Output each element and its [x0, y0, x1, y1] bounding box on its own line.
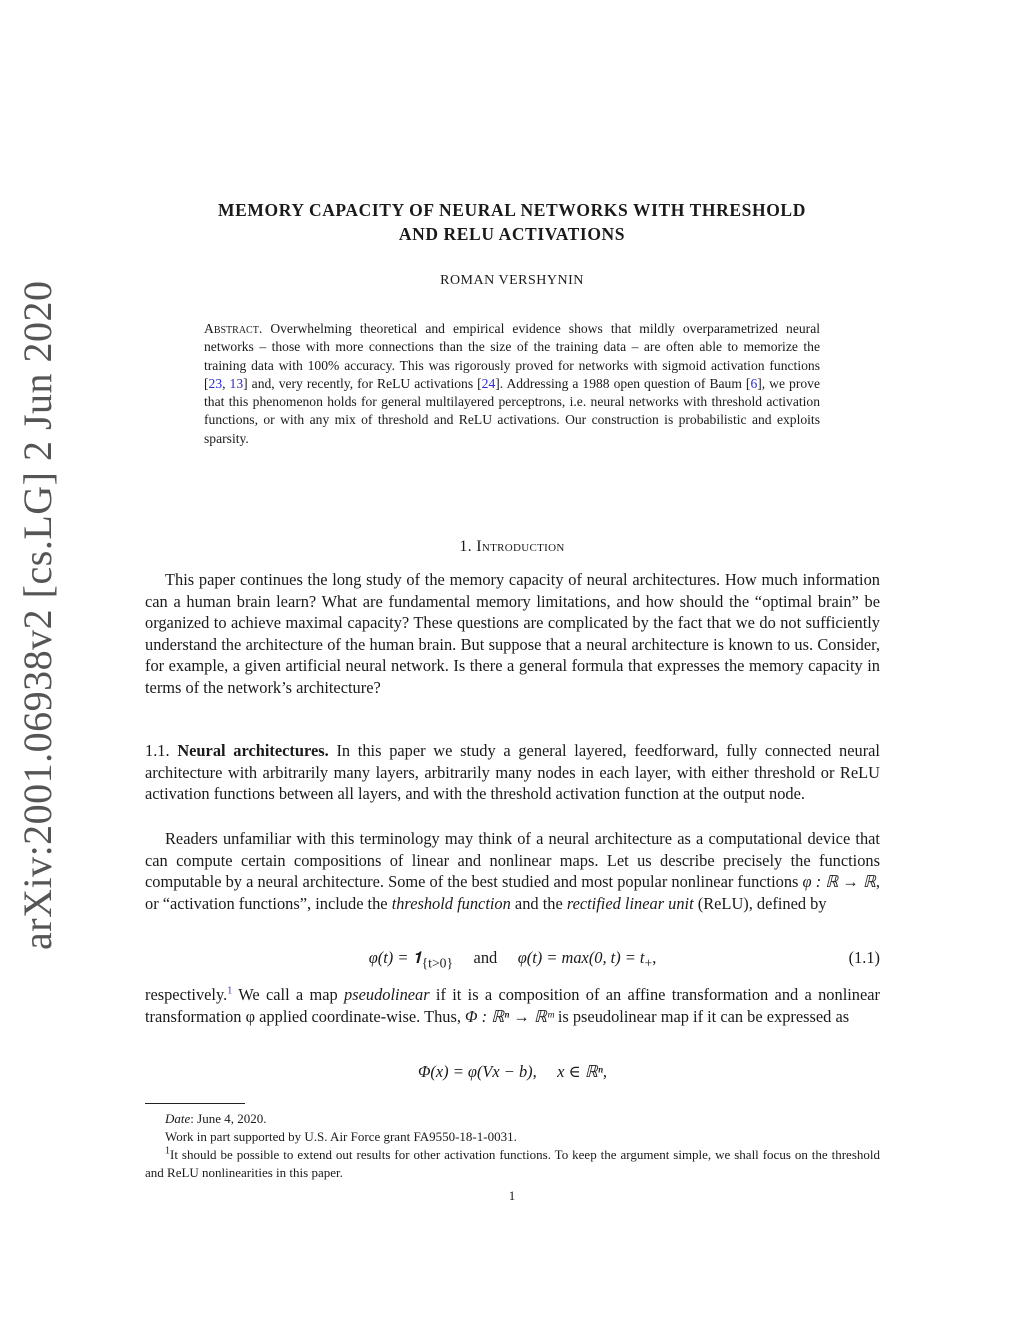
page-number: 1: [508, 1188, 516, 1203]
citation-link-6[interactable]: 6: [750, 375, 758, 391]
equation-relu-body: φ(t) = max(0, t) = t: [517, 948, 645, 967]
subsection-text: In this paper we study a general layered, feedforward, fully connected neural architecture with arbitrarily many layers, arbitrarily many nodes in each layer, with either threshold or ReLU activation functions between all layers, and with the threshold activation function at the output node.: [145, 741, 880, 804]
arxiv-identifier-stamp[interactable]: arXiv:2001.06938v2 [cs.LG] 2 Jun 2020: [15, 280, 60, 950]
abstract-text-b: ] and, very recently, for ReLU activations [: [243, 375, 482, 391]
subsection-number: 1.1.: [145, 741, 170, 760]
abstract-sep-a: ,: [222, 375, 230, 391]
footnote-support: Work in part supported by U.S. Air Force grant FA9550-18-1-0031.: [165, 1129, 517, 1144]
term-pseudolinear: pseudolinear: [344, 985, 430, 1004]
readers-text-c: and the: [510, 893, 567, 913]
readers-math-a: φ : ℝ → ℝ: [802, 872, 876, 892]
equation-connector: and: [473, 948, 498, 967]
readers-text-d: (ReLU), defined by: [693, 893, 827, 913]
footnote-1-text: It should be possible to extend out results for other activation functions. To keep the argument simple, we shall focus on the threshold and ReLU nonlinearities in this paper.: [145, 1147, 880, 1180]
section-number: 1.: [459, 538, 472, 555]
resp-text-c: if it is a composition of an affine transformation and a nonlinear transformation φ applied coordinate-wise. Thus,: [145, 985, 880, 1026]
abstract-text-c: ]. Addressing a 1988 open question of Baum [: [495, 375, 751, 391]
abstract-label: Abstract.: [204, 321, 263, 336]
section-heading-introduction: [140, 538, 884, 556]
abstract-text-a: Overwhelming theoretical and empirical evidence shows that mildly overparametrized neural networks – those with more connections than the size of the training data – are often able to memorize the training data with 100% accuracy. This was rigorously proved for networks with sigmoid activation functions [: [204, 321, 820, 391]
footnote-date-value: : June 4, 2020.: [190, 1111, 267, 1126]
citation-link-24[interactable]: 24: [481, 375, 496, 391]
term-threshold-function: threshold function: [391, 893, 511, 913]
title-line-1: MEMORY CAPACITY OF NEURAL NETWORKS WITH THRESHOLD: [218, 200, 806, 220]
abstract: [204, 320, 820, 448]
equation-pseudolinear-body: Φ(x) = φ(Vx − b), x ∈ ℝⁿ,: [417, 1062, 608, 1081]
readers-text-a: Readers unfamiliar with this terminology may think of a neural architecture as a computational device that can compute certain compositions of linear and nonlinear maps. Let us describe precisely the functions computable by a neural architecture. Some of the best studied and most popular nonlinear functions: [145, 829, 880, 892]
citation-link-23[interactable]: 23: [208, 375, 223, 391]
author-name: ROMAN VERSHYNIN: [440, 273, 584, 288]
section-title: Introduction: [476, 538, 565, 555]
subsection-title: Neural architectures.: [177, 741, 329, 760]
citation-link-13[interactable]: 13: [229, 375, 244, 391]
resp-text-d: is pseudolinear map if it can be expressed as: [553, 1006, 850, 1026]
equation-pseudolinear-map: [145, 1062, 880, 1082]
abstract-text-d: ], we prove that this phenomenon holds for general multilayered perceptrons, i.e. neural networks with threshold activation functions, or with any mix of threshold and ReLU activations. Our construction is probabilistic and exploits sparsity.: [204, 375, 820, 446]
paper-title: [140, 198, 884, 246]
equation-threshold-subscript: {t>0}: [421, 955, 454, 971]
readers-paragraph: [145, 828, 880, 914]
resp-math-a: Φ : ℝⁿ → ℝᵐ: [465, 1006, 554, 1026]
footnote-1-mark: 1: [165, 1145, 170, 1157]
respectively-paragraph: [145, 984, 880, 1027]
equation-number[interactable]: (1.1): [848, 948, 880, 967]
footnote-divider: [145, 1103, 245, 1104]
title-line-2: AND RELU ACTIVATIONS: [398, 224, 626, 244]
equation-threshold-body: φ(t) = 𝟏: [368, 948, 422, 967]
equation-threshold: [368, 948, 454, 971]
subsection-neural-architectures: [145, 740, 880, 805]
term-rectified-linear-unit: rectified linear unit: [566, 893, 694, 913]
intro-paragraph: This paper continues the long study of the memory capacity of neural architectures. How much information can a human brain learn? What are fundamental memory limitations, and how should the “optimal brain” be organized to achieve maximal capacity? These questions are complicated by the fact that we do not sufficiently understand the architecture of the human brain. But suppose that a neural architecture is known to us. Consider, for example, a given artificial neural network. Is there a general formula that expresses the memory capacity in terms of the network’s architecture?: [145, 570, 880, 697]
equation-relu-trail: ,: [652, 948, 657, 967]
equation-1-1: [145, 948, 880, 971]
readers-text-b: , or “activation functions”, include the: [145, 872, 880, 913]
equation-relu: [517, 948, 657, 971]
footnotes: [145, 1110, 880, 1182]
resp-text-a: respectively.: [145, 985, 228, 1004]
equation-relu-subscript: +: [644, 955, 653, 971]
footnote-date: [145, 1110, 880, 1128]
footnote-1: [145, 1146, 880, 1182]
resp-text-b: We call a map: [232, 985, 345, 1004]
footnote-date-label: Date: [165, 1111, 191, 1126]
footnote-link-1[interactable]: 1: [227, 985, 233, 997]
